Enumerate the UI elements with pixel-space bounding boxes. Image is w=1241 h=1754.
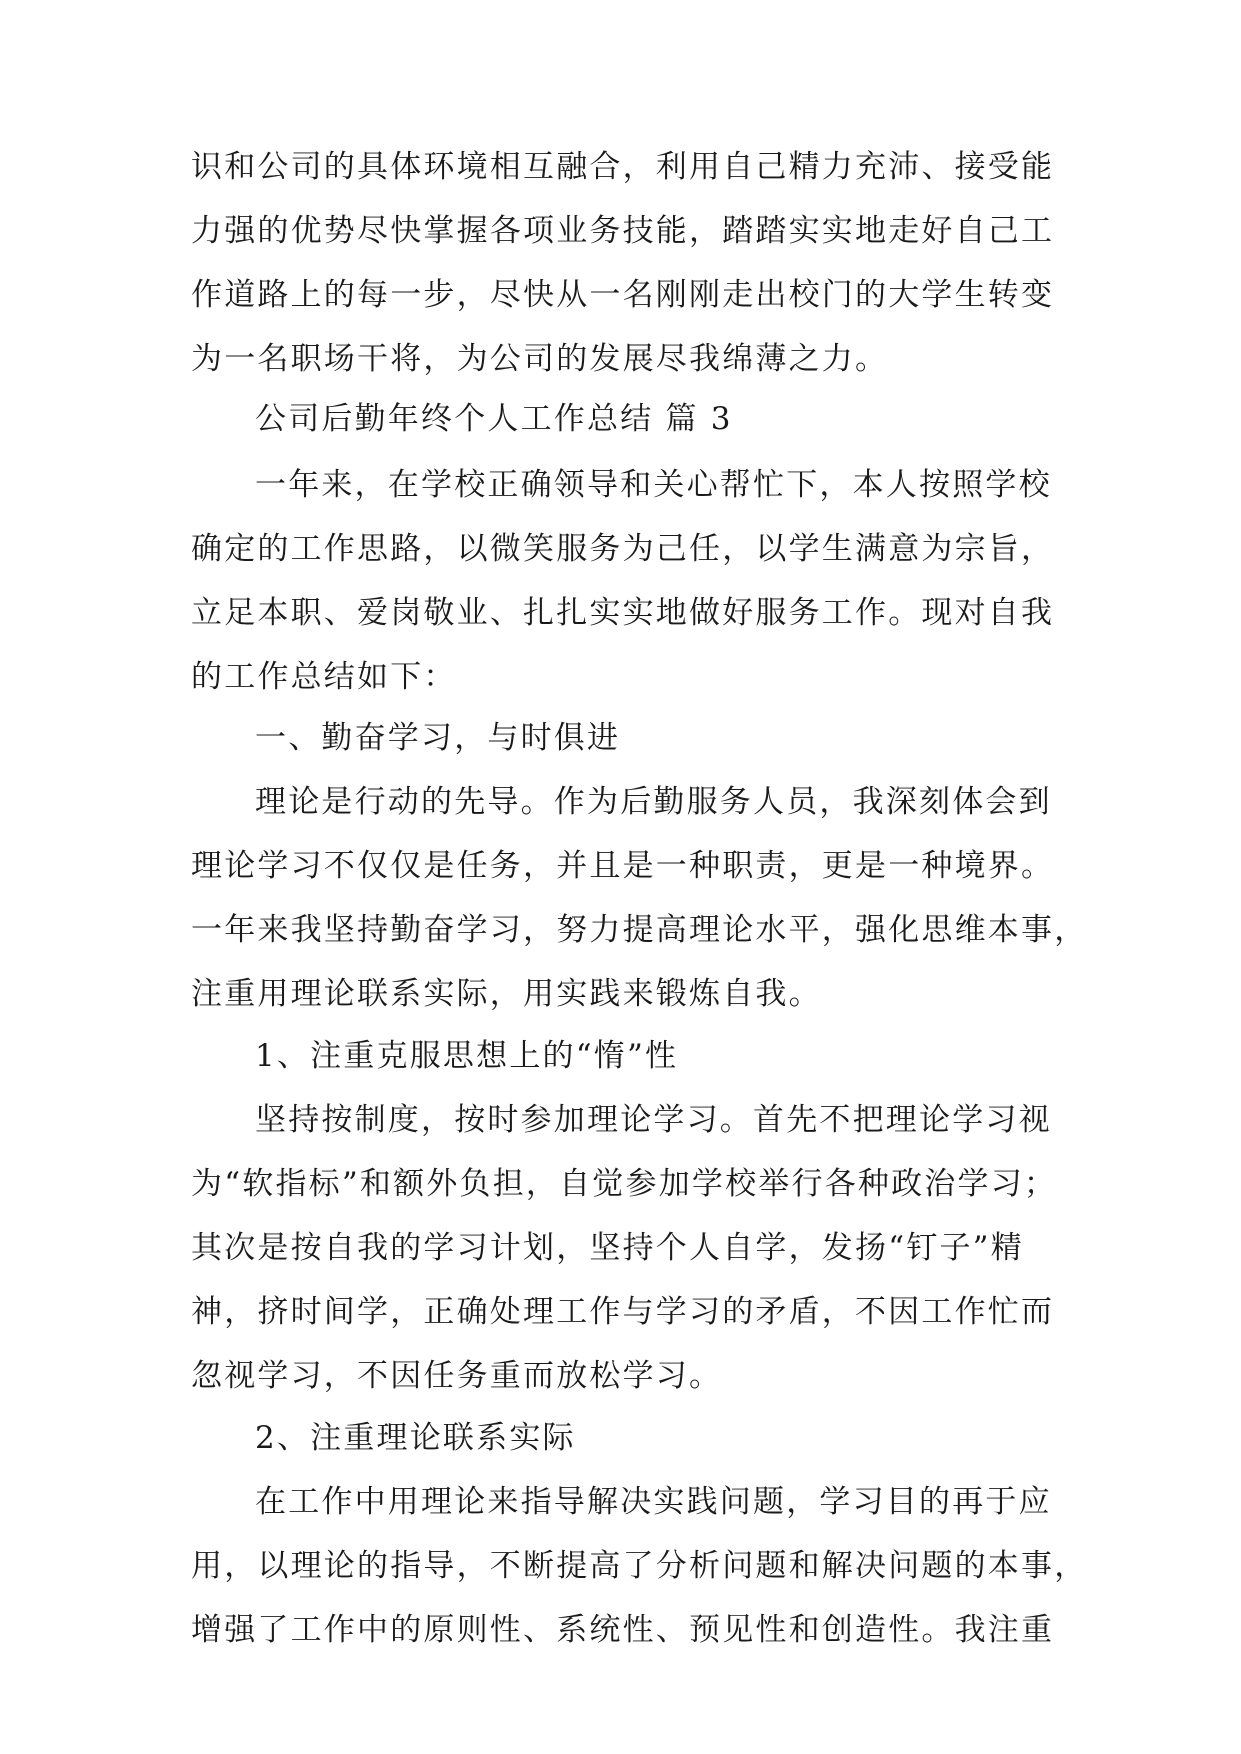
paragraph-line: 其次是按自我的学习计划，坚持个人自学，发扬“钉子”精 bbox=[191, 1230, 1024, 1266]
section-title: 公司后勤年终个人工作总结 篇 3 bbox=[255, 401, 733, 437]
paragraph-line: 为一名职场干将，为公司的发展尽我绵薄之力。 bbox=[191, 341, 889, 377]
section-heading: 一、勤奋学习，与时俱进 bbox=[255, 720, 621, 756]
paragraph-line: 注重用理论联系实际，用实践来锻炼自我。 bbox=[191, 976, 822, 1012]
paragraph-line: 确定的工作思路，以微笑服务为己任，以学生满意为宗旨， bbox=[191, 531, 1055, 567]
subsection-heading: 1、注重克服思想上的“惰”性 bbox=[255, 1038, 679, 1074]
paragraph-line: 为“软指标”和额外负担，自觉参加学校举行各种政治学习； bbox=[191, 1166, 1058, 1202]
paragraph-line: 神，挤时间学，正确处理工作与学习的矛盾，不因工作忙而 bbox=[191, 1294, 1055, 1330]
paragraph-line: 力强的优势尽快掌握各项业务技能，踏踏实实地走好自己工 bbox=[191, 213, 1055, 249]
paragraph-line: 在工作中用理论来指导解决实践问题，学习目的再于应 bbox=[255, 1484, 1052, 1520]
paragraph-line: 忽视学习，不因任务重而放松学习。 bbox=[191, 1358, 723, 1394]
paragraph-line: 增强了工作中的原则性、系统性、预见性和创造性。我注重 bbox=[191, 1612, 1055, 1648]
paragraph-line: 的工作总结如下： bbox=[191, 659, 457, 695]
paragraph-line: 理论是行动的先导。作为后勤服务人员，我深刻体会到 bbox=[255, 784, 1052, 820]
paragraph-line: 坚持按制度，按时参加理论学习。首先不把理论学习视 bbox=[255, 1102, 1052, 1138]
paragraph-line: 一年来，在学校正确领导和关心帮忙下，本人按照学校 bbox=[255, 467, 1052, 503]
paragraph-line: 识和公司的具体环境相互融合，利用自己精力充沛、接受能 bbox=[191, 149, 1055, 185]
paragraph-line: 一年来我坚持勤奋学习，努力提高理论水平，强化思维本事， bbox=[191, 912, 1088, 948]
paragraph-line: 立足本职、爱岗敬业、扎扎实实地做好服务工作。现对自我 bbox=[191, 595, 1055, 631]
paragraph-line: 用，以理论的指导，不断提高了分析问题和解决问题的本事， bbox=[191, 1548, 1088, 1584]
subsection-heading: 2、注重理论联系实际 bbox=[255, 1420, 576, 1456]
paragraph-line: 作道路上的每一步，尽快从一名刚刚走出校门的大学生转变 bbox=[191, 277, 1055, 313]
paragraph-line: 理论学习不仅仅是任务，并且是一种职责，更是一种境界。 bbox=[191, 848, 1055, 884]
